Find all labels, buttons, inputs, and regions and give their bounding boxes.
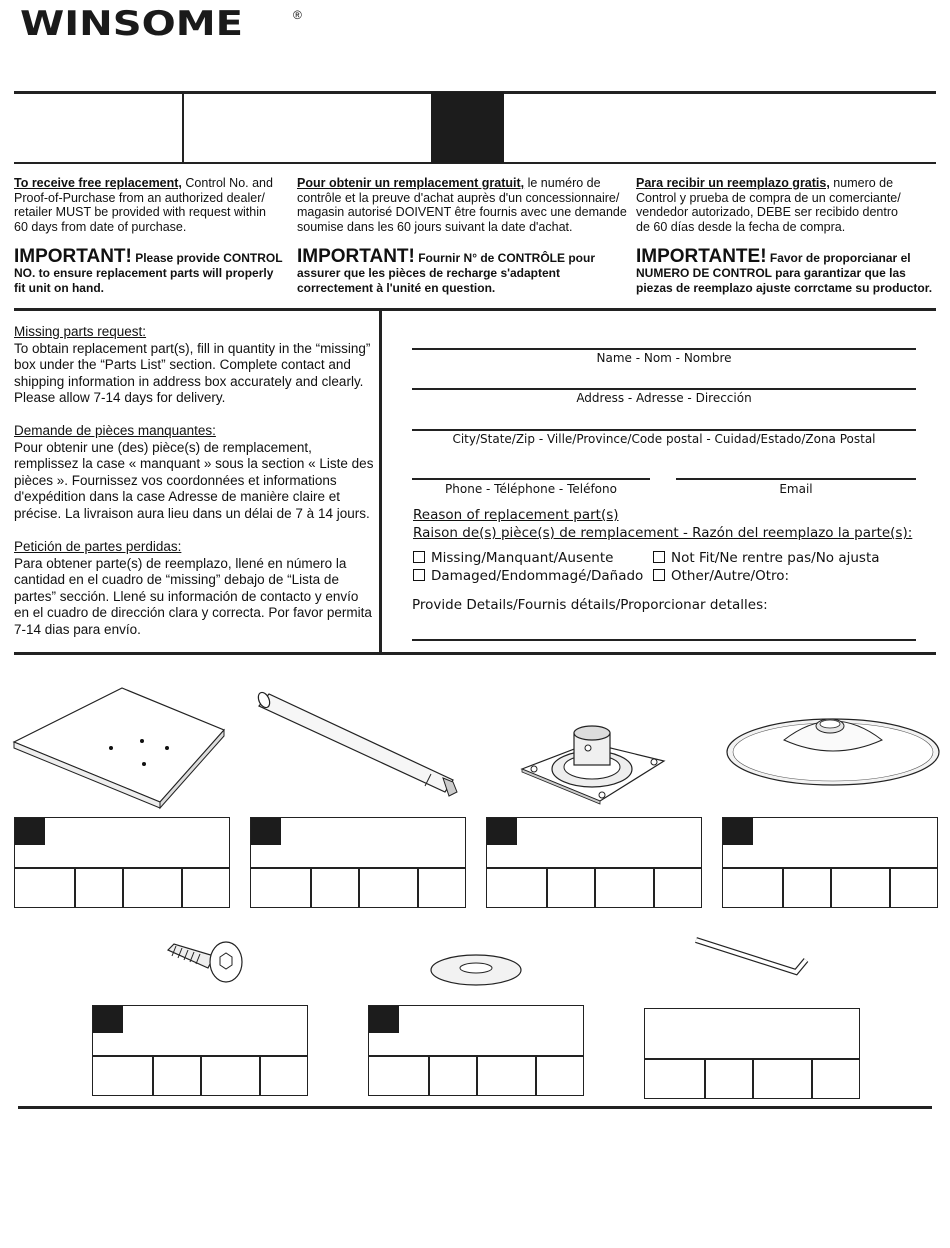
details-label: Provide Details/Fournis détails/Proporcionar detalles: [412, 597, 768, 613]
part-number-3 [487, 818, 517, 845]
important-en [14, 246, 284, 296]
city-label: City/State/Zip - Ville/Province/Code postal - Cuidad/Estado/Zona Postal [452, 432, 876, 446]
part-number-5 [93, 1006, 123, 1033]
part-box-4 [722, 817, 938, 908]
address-field[interactable] [412, 388, 916, 390]
bolt-icon [164, 940, 250, 986]
tube-icon [255, 692, 465, 802]
square-mount-icon [520, 717, 666, 803]
notice-fr-lead: Pour obtenir un remplacement gratuit, [297, 176, 525, 190]
city-field[interactable] [412, 429, 916, 431]
option-damaged-label: Damaged/Endommagé/Dañado [431, 568, 644, 584]
notice-en [14, 176, 276, 234]
request-es-heading: Petición de partes perdidas: [14, 539, 182, 554]
email-label: Email [779, 482, 813, 496]
square-plate-icon [12, 684, 232, 810]
notice-en-lead: To receive free replacement, [14, 176, 182, 190]
part-number-4 [723, 818, 753, 845]
important-es-text: Favor de proporcianar el NUMERO DE CONTROL para garantizar que las piezas de reemplazo ajuste corrctame su productor. [636, 251, 933, 295]
email-field[interactable] [676, 478, 916, 480]
option-not-fit[interactable] [653, 550, 880, 566]
phone-field[interactable] [412, 478, 650, 480]
notice-fr [297, 176, 627, 234]
part-box-6 [368, 1005, 584, 1096]
part-box-1 [14, 817, 230, 908]
request-fr-text: Pour obtenir une (des) pièce(s) de remplacement, remplissez la case « manquant » sous la section « Liste des pièces ». Fournissez vos coordonnées et informations d'expédition dans la case Adresse de manière claire et précise. La livraison aura lieu dans un délai de 7 à 14 jours. [14, 439, 374, 521]
important-en-word: IMPORTANT! [14, 246, 132, 267]
notice-es-lead: Para recibir un reemplazo gratis, [636, 176, 830, 190]
important-en-text: Please provide CONTROL NO. to ensure replacement parts will properly fit unit on hand. [14, 251, 283, 295]
part-box-7 [644, 1008, 860, 1099]
registered-mark: ® [293, 8, 302, 22]
option-other[interactable] [653, 568, 789, 584]
part-number-1 [15, 818, 45, 845]
brand-logo: WINSOME [20, 4, 244, 44]
allen-key-icon [692, 934, 812, 990]
important-es-word: IMPORTANTE! [636, 246, 767, 267]
request-en [14, 324, 376, 407]
notice-es-body: numero de Control y prueba de compra de un comerciante/ vendedor autorizado, DEBE ser recibido dentro de 60 días desde la fecha de compra. [636, 176, 901, 234]
request-es [14, 539, 376, 638]
phone-label: Phone - Téléphone - Teléfono [445, 482, 617, 496]
request-fr-heading: Demande de pièces manquantes: [14, 423, 216, 438]
checkbox-damaged[interactable] [413, 569, 425, 581]
part-number-2 [251, 818, 281, 845]
request-divider [379, 309, 382, 654]
option-not-fit-label: Not Fit/Ne rentre pas/No ajusta [671, 550, 880, 566]
important-es [636, 246, 942, 296]
important-fr [297, 246, 617, 296]
details-field[interactable] [412, 639, 916, 641]
part-number-6 [369, 1006, 399, 1033]
round-base-icon [724, 712, 944, 788]
request-fr [14, 423, 376, 522]
request-top-rule [14, 308, 936, 311]
request-bottom-rule [14, 652, 936, 655]
part-box-2 [250, 817, 466, 908]
notice-fr-body: le numéro de contrôle et la preuve d'achat auprès d'un concessionnaire/ magasin autorisé DOIVENT être fournis avec une demande soumise dans les 60 jours suivant la date d'achat. [297, 176, 627, 234]
option-missing-label: Missing/Manquant/Ausente [431, 550, 614, 566]
header-black-cell [431, 92, 504, 163]
important-fr-text: Fournir N° de CONTRÔLE pour assurer que les pièces de recharge s'adaptent correctement à l'unité en question. [297, 251, 595, 295]
notice-es [636, 176, 906, 234]
option-missing[interactable] [413, 550, 613, 566]
address-label: Address - Adresse - Dirección [576, 391, 752, 405]
request-es-text: Para obtener parte(s) de reemplazo, llené en número la cantidad en el cuadro de “missing” debajo de “Lista de partes” sección. Llené su información de contacto y envío en el cuadro de dirección clara y correcta. Por favor permita 7-14 dias para envío. [14, 555, 372, 637]
request-en-text: To obtain replacement part(s), fill in quantity in the “missing” box under the “Parts List” section. Complete contact and shipping information in address box accurately and clearly. Please allow 7-14 days for delivery. [14, 340, 371, 405]
option-other-label: Other/Autre/Otro: [671, 568, 790, 584]
reason-title-1: Reason of replacement part(s) [413, 507, 619, 523]
part-box-3 [486, 817, 702, 908]
notice-en-body: Control No. and Proof-of-Purchase from an authorized dealer/ retailer MUST be provided with request within 60 days from date of purchase. [14, 176, 273, 234]
footer-rule [18, 1106, 932, 1109]
name-field[interactable] [412, 348, 916, 350]
request-en-heading: Missing parts request: [14, 324, 147, 339]
checkbox-not-fit[interactable] [653, 551, 665, 563]
part-box-5 [92, 1005, 308, 1096]
header-divider [182, 92, 184, 163]
checkbox-other[interactable] [653, 569, 665, 581]
checkbox-missing[interactable] [413, 551, 425, 563]
name-label: Name - Nom - Nombre [596, 351, 732, 365]
reason-title-2: Raison de(s) pièce(s) de remplacement - Razón del reemplazo la parte(s): [413, 525, 913, 541]
important-fr-word: IMPORTANT! [297, 246, 415, 267]
option-damaged[interactable] [413, 568, 643, 584]
washer-icon [428, 952, 524, 988]
